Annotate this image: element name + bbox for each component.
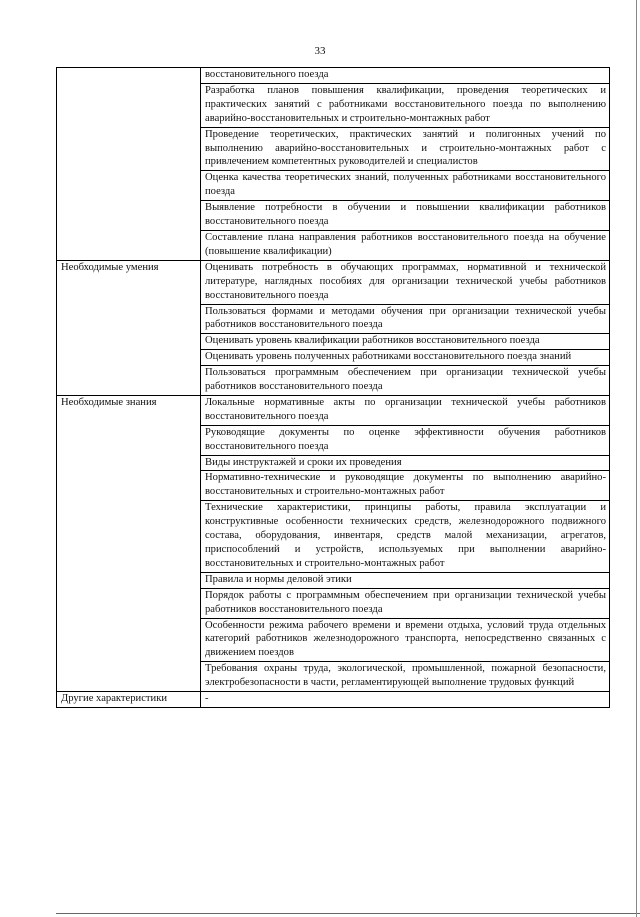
row-text: Технические характеристики, принципы работы, правила эксплуатации и конструктивные особенности технических средств, железнодорожного подвижного состава, оборудования, инвентаря, средств малой механизации, агрегатов, приспособлений и устройств, используемых при выполнении аварийно-восстановительных и строительно-монтажных работ [201, 501, 610, 573]
table-row [57, 260, 610, 304]
row-text: Составление плана направления работников восстановительного поезда на обучение (повышение квалификации) [201, 230, 610, 260]
table-row [57, 395, 610, 425]
row-text: Нормативно-технические и руководящие документы по выполнению аварийно-восстановительных и строительно-монтажных работ [201, 471, 610, 501]
page-right-edge [636, 0, 637, 917]
row-text: Выявление потребности в обучении и повышении квалификации работников восстановительного поезда [201, 201, 610, 231]
row-text: Виды инструктажей и сроки их проведения [201, 455, 610, 471]
row-text: Порядок работы с программным обеспечением при организации технической учебы работников восстановительного поезда [201, 588, 610, 618]
table-row [57, 68, 610, 84]
row-text: Пользоваться формами и методами обучения при организации технической учебы работников восстановительного поезда [201, 304, 610, 334]
row-text: Оценивать потребность в обучающих программах, нормативной и технической литературе, наглядных пособиях для организации технической учебы работников восстановительного поезда [201, 260, 610, 304]
skills-label: Необходимые умения [57, 260, 201, 395]
row-text: Требования охраны труда, экологической, промышленной, пожарной безопасности, электробезопасности в части, регламентирующей выполнение трудовых функций [201, 662, 610, 692]
row-text: - [201, 692, 610, 708]
row-text: Оценка качества теоретических знаний, полученных работниками восстановительного поезда [201, 171, 610, 201]
row-text: Оценивать уровень квалификации работников восстановительного поезда [201, 334, 610, 350]
page-bottom-edge [56, 913, 640, 914]
other-label: Другие характеристики [57, 692, 201, 708]
row-text: Разработка планов повышения квалификации, проведения теоретических и практических занятий с работниками восстановительного поезда по выполнению аварийно-восстановительных и строительно-монтажных работ [201, 83, 610, 127]
page-number: 33 [314, 45, 326, 57]
requirements-table [56, 67, 610, 708]
row-text: Оценивать уровень полученных работниками восстановительного поезда знаний [201, 350, 610, 366]
row-text: Руководящие документы по оценке эффективности обучения работников восстановительного поезда [201, 425, 610, 455]
row-label [57, 68, 201, 261]
row-text: Правила и нормы деловой этики [201, 572, 610, 588]
row-text: Проведение теоретических, практических занятий и полигонных учений по выполнению аварийно-восстановительных и строительно-монтажных работ с привлечением компетентных руководителей и специалистов [201, 127, 610, 171]
knowledge-label: Необходимые знания [57, 395, 201, 691]
table-row [57, 692, 610, 708]
row-text: Пользоваться программным обеспечением при организации технической учебы работников восстановительного поезда [201, 366, 610, 396]
row-text: Локальные нормативные акты по организации технической учебы работников восстановительного поезда [201, 395, 610, 425]
row-text: восстановительного поезда [201, 68, 610, 84]
row-text: Особенности режима рабочего времени и времени отдыха, условий труда отдельных категорий работников железнодорожного транспорта, непосредственно связанных с движением поездов [201, 618, 610, 662]
